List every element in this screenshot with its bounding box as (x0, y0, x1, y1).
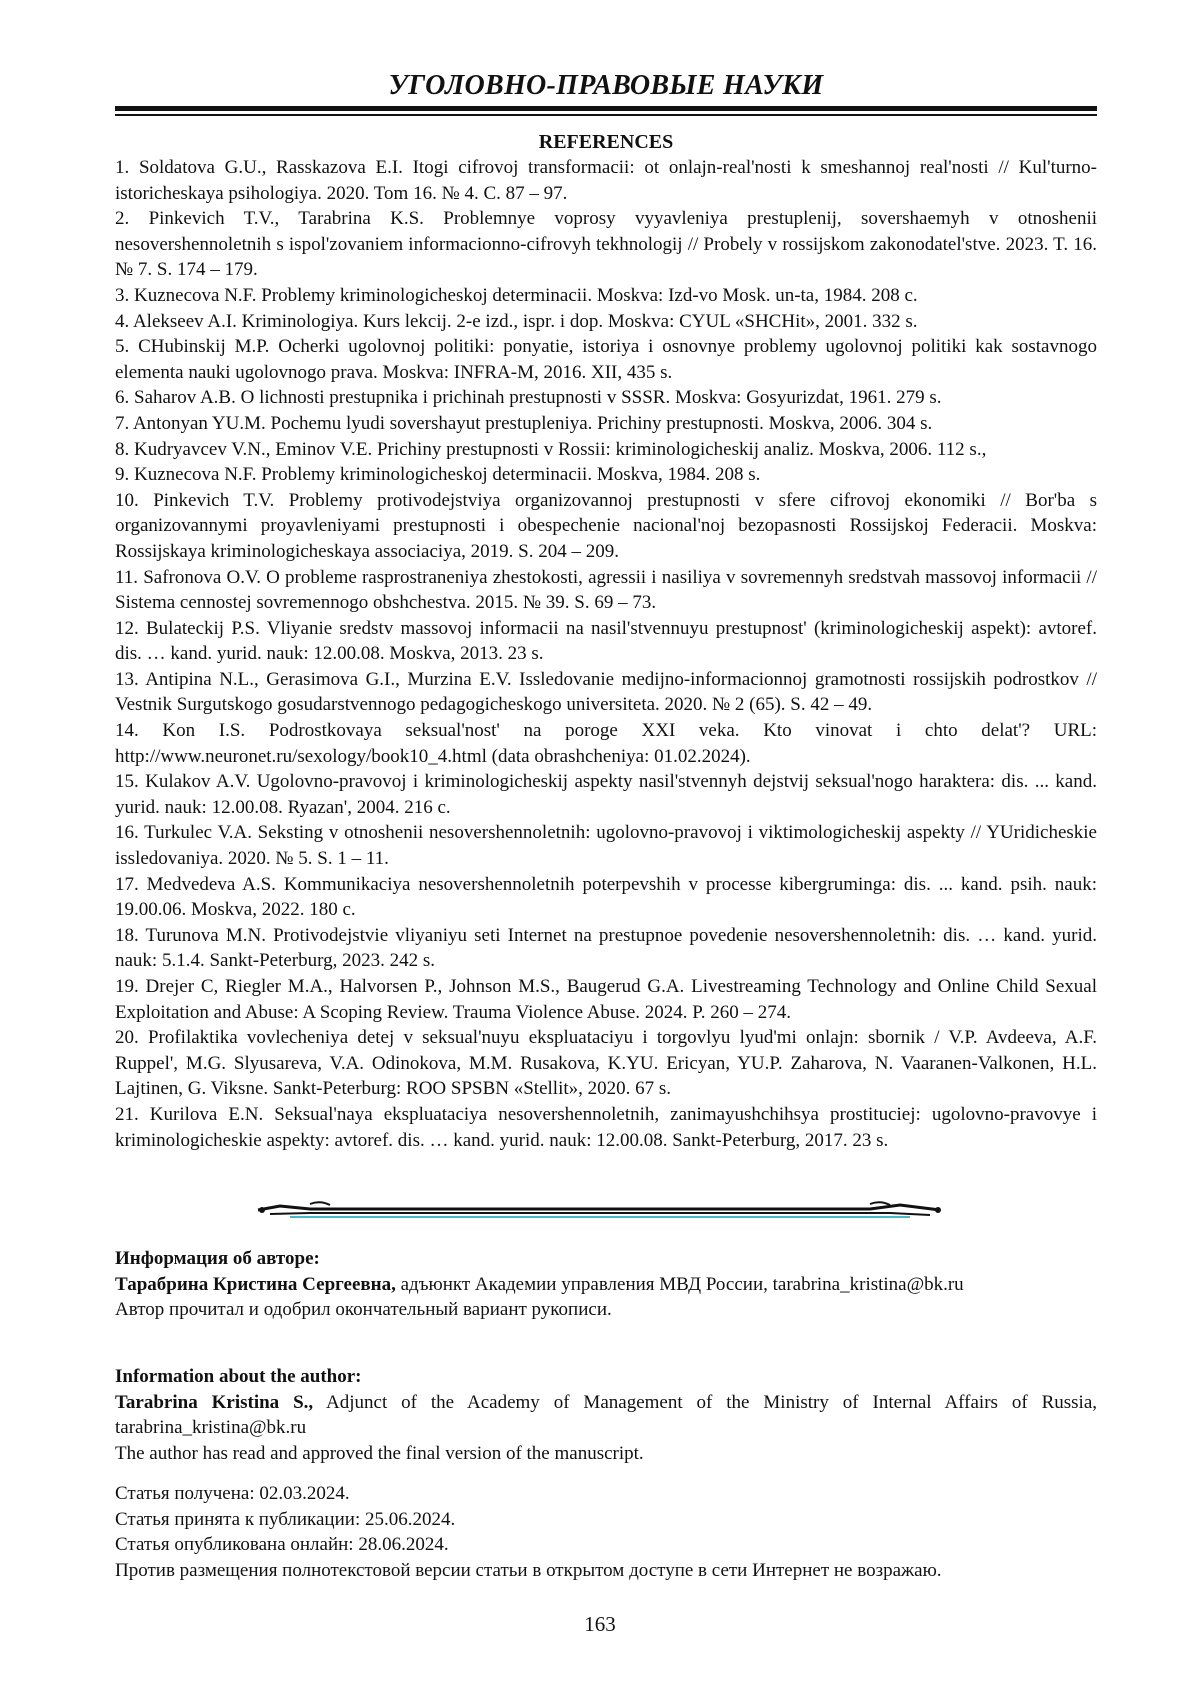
author-info-en (115, 1364, 1097, 1466)
reference-item: 9. Kuznecova N.F. Problemy kriminologicheskoj determinacii. Moskva, 1984. 208 s. (115, 464, 761, 486)
reference-item: 2. Pinkevich T.V., Tarabrina K.S. Problemnye voprosy vyyavleniya prestuplenij, sovershaemyh v otnoshenii nesovershennoletnih s ispol'zovaniem informacionno-cifrovyh tekhnologij // Probely v rossijskom zakonodatel'stve. 2023. T. 16. № 7. S. 174 – 179. (115, 208, 1097, 281)
reference-item: 21. Kurilova E.N. Seksual'naya ekspluataciya nesovershennoletnih, zanimayushchihsya prostituciej: ugolovno-pravovye i kriminologicheskie aspekty: avtoref. dis. … kand. yurid. nauk: 12.00.08. Sankt-Peterburg, 2017. 23 s. (115, 1103, 1097, 1151)
header-rule-thin (115, 114, 1097, 116)
reference-item: 17. Medvedeva A.S. Kommunikaciya nesovershennoletnih poterpevshih v processe kibergruminga: dis. ... kand. psih. nauk: 19.00.06. Moskva, 2022. 180 c. (115, 873, 1097, 921)
references-section (115, 129, 1097, 1153)
reference-item: 16. Turkulec V.A. Seksting v otnoshenii nesovershennoletnih: ugolovno-pravovoj i viktimologicheskij aspekty // YUridicheskie issledovaniya. 2020. № 5. S. 1 – 11. (115, 822, 1097, 870)
reference-item: 3. Kuznecova N.F. Problemy kriminologicheskoj determinacii. Moskva: Izd-vo Mosk. un-ta, 1984. 208 c. (115, 284, 918, 306)
reference-item: 11. Safronova O.V. O probleme rasprostraneniya zhestokosti, agressii i nasiliya v sovremennyh sredstvah massovoj informacii // Sistema cennostej sovremennogo obshchestva. 2015. № 39. S. 69 – 73. (115, 566, 1097, 614)
references-list (115, 155, 1097, 1153)
author-name-en: Tarabrina Kristina S., (115, 1391, 314, 1413)
reference-item: 6. Saharov A.B. O lichnosti prestupnika i prichinah prestupnosti v SSSR. Moskva: Gosyurizdat, 1961. 279 s. (115, 387, 942, 409)
author-info-en-line (115, 1390, 1097, 1441)
open-access-consent: Против размещения полнотекстовой версии статьи в открытом доступе в сети Интернет не возражаю. (115, 1559, 942, 1581)
author-affiliation-en: Adjunct of the Academy of Management of the Ministry of Internal Affairs of Russia, tarabrina_kristina@bk.ru (115, 1391, 1097, 1439)
date-accepted: Статья принята к публикации: 25.06.2024. (115, 1508, 456, 1530)
reference-item: 18. Turunova M.N. Protivodejstvie vliyaniyu seti Internet na prestupnoe povedenie nesovershennoletnih: dis. … kand. yurid. nauk: 5.1.4. Sankt-Peterburg, 2023. 242 s. (115, 924, 1097, 972)
page-number: 163 (584, 1612, 616, 1636)
article-dates (115, 1481, 1097, 1583)
reference-item: 13. Antipina N.L., Gerasimova G.I., Murzina E.V. Issledovanie medijno-informacionnoj gramotnosti rossijskih podrostkov // Vestnik Surgutskogo gosudarstvennogo pedagogicheskogo universiteta. 2020. № 2 (65). S. 42 – 49. (115, 668, 1097, 716)
reference-item: 12. Bulateckij P.S. Vliyanie sredstv massovoj informacii na nasil'stvennuyu prestupnost' (kriminologicheskij aspekt): avtoref. dis. … kand. yurid. nauk: 12.00.08. Moskva, 2013. 23 s. (115, 617, 1097, 665)
author-approval-en: The author has read and approved the final version of the manuscript. (115, 1442, 644, 1464)
date-received: Статья получена: 02.03.2024. (115, 1483, 350, 1504)
reference-item: 1. Soldatova G.U., Rasskazova E.I. Itogi cifrovoj transformacii: ot onlajn-real'nosti k smeshannoj real'nosti // Kul'turno-istoricheskaya psihologiya. 2020. Tom 16. № 4. C. 87 – 97. (115, 157, 1097, 204)
date-published: Статья опубликована онлайн: 28.06.2024. (115, 1534, 449, 1556)
author-approval-ru: Автор прочитал и одобрил окончательный вариант рукописи. (115, 1299, 612, 1321)
reference-item: 14. Kon I.S. Podrostkovaya seksual'nost' na poroge XXI veka. Kto vinovat i chto delat'? URL: http://www.neuronet.ru/sexology/book10_4.html (data obrashcheniya: 01.02.2024). (115, 720, 1097, 767)
reference-item: 20. Profilaktika vovlecheniya detej v seksual'nuyu ekspluataciyu i torgovlyu lyud'mi onlajn: sbornik / V.P. Avdeeva, A.F. Ruppel', M.G. Slyusareva, V.A. Odinokova, M.M. Rusakova, K.YU. Ericyan, YU.P. Zaharova, N. Vaaranen-Valkonen, H.L. Lajtinen, G. Viksne. Sankt-Peterburg: ROO SPSBN «Stellit», 2020. 67 s. (115, 1027, 1097, 1100)
reference-item: 10. Pinkevich T.V. Problemy protivodejstviya organizovannoj prestupnosti v sfere cifrovoj ekonomiki // Bor'ba s organizovannymi proyavleniyami prestupnosti i obespechenie nacional'noj bezopasnosti Rossijskoj Federacii. Moskva: Rossijskaya kriminologicheskaya associaciya, 2019. S. 204 – 209. (115, 489, 1097, 562)
header-rule-thick (115, 106, 1097, 111)
reference-item: 19. Drejer C, Riegler M.A., Halvorsen P., Johnson M.S., Baugerud G.A. Livestreaming Technology and Online Child Sexual Exploitation and Abuse: A Scoping Review. Trauma Violence Abuse. 2024. P. 260 – 274. (115, 976, 1097, 1023)
reference-item: 7. Antonyan YU.M. Pochemu lyudi sovershayut prestupleniya. Prichiny prestupnosti. Moskva, 2006. 304 s. (115, 412, 933, 434)
author-info-ru-heading: Информация об авторе: (115, 1248, 320, 1269)
reference-item: 5. CHubinskij M.P. Ocherki ugolovnoj politiki: ponyatie, istoriya i osnovnye problemy ugolovnoj politiki kak sostavnogo elementa nauki ugolovnogo prava. Moskva: INFRA-M, 2016. XII, 435 s. (115, 336, 1097, 383)
reference-item: 15. Kulakov A.V. Ugolovno-pravovoj i kriminologicheskij aspekty nasil'stvennyh dejstvij seksual'nogo haraktera: dis. ... kand. yurid. nauk: 12.00.08. Ryazan', 2004. 216 c. (115, 771, 1097, 818)
author-info-en-heading: Information about the author: (115, 1366, 362, 1387)
journal-section-title: УГОЛОВНО-ПРАВОВЫЕ НАУКИ (388, 70, 824, 101)
author-name-ru: Тарабрина Кристина Сергеевна, (115, 1273, 396, 1295)
author-info-ru (115, 1246, 1097, 1323)
reference-item: 4. Alekseev A.I. Kriminologiya. Kurs lekcij. 2-e izd., ispr. i dop. Moskva: CYUL «SHCHit», 2001. 332 s. (115, 310, 918, 332)
reference-item: 8. Kudryavcev V.N., Eminov V.E. Prichiny prestupnosti v Rossii: kriminologicheskij analiz. Moskva, 2006. 112 s., (115, 438, 987, 460)
author-info-ru-line (115, 1272, 1097, 1298)
author-affiliation-ru: адъюнкт Академии управления МВД России, tarabrina_kristina@bk.ru (395, 1273, 964, 1295)
ornamental-divider (250, 1196, 950, 1224)
references-heading: REFERENCES (538, 131, 674, 153)
